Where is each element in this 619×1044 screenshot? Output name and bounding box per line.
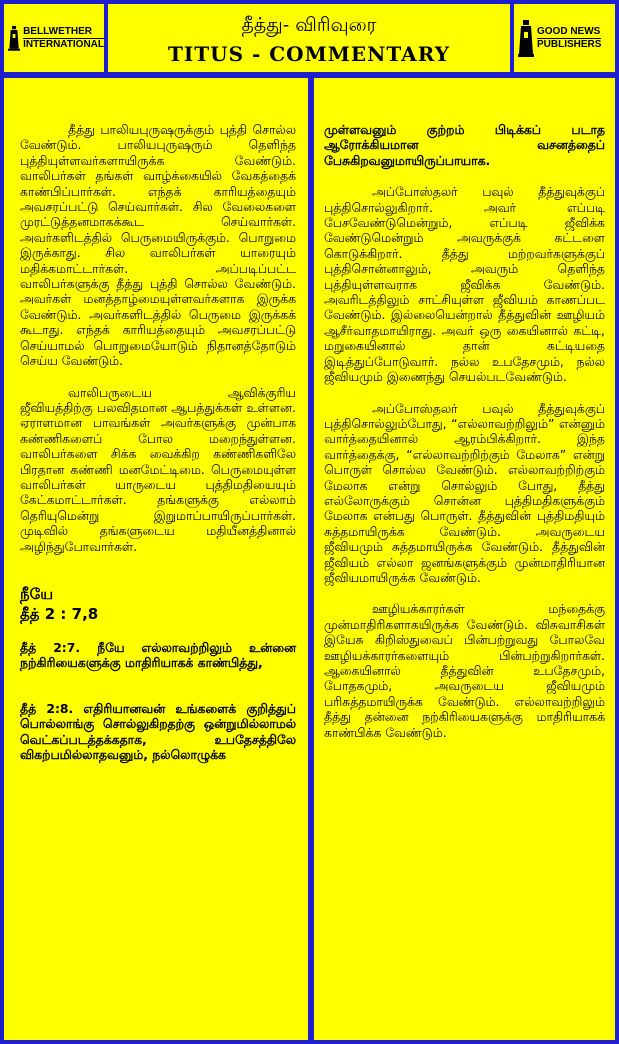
reference-verse: தீத் 2 : 7,8 bbox=[20, 604, 99, 623]
logo-right-text bbox=[537, 26, 601, 51]
left-paragraph-2: வாலிபருடைய ஆவிக்குரிய ஜீவியத்திற்கு பலவிதமான ஆபத்துக்கள் உள்ளன. ஏராளமான பாவங்கள் அவர்களுக்கு முன்பாக கண்ணிகளைப் போல மறைந்துள்ளன. வாலிபர்களை சிக்க வைக்கிற கண்ணிகளிலே பிரதான கண்ணி மனமேட்டிமை. பெருமையுள்ள வாலிபர்கள் யாருடைய புத்திமதியையும் கேட்கமாட்டார்கள். தங்களுக்கு எல்லாம் தெரியுமென்று இறுமாப்பாயிருப்பார்கள். முடிவில் தங்களுடைய மதியீனத்தினால் அழிந்துபோவார்கள். bbox=[20, 384, 296, 554]
logo-left-line2: INTERNATIONAL bbox=[23, 38, 104, 50]
right-paragraph-2: அப்போஸ்தலர் பவுல் தீத்துவுக்குப் புத்திசொல்லும்போது, “எல்லாவற்றிலும்” என்னும் வார்த்தையினால் ஆரம்பிக்கிறார். இந்த வார்த்தைக்கு, “எல்லாவற்றிற்கும் மேலாக” என்று பொருள் சொல்ல வேண்டும். எல்லாவற்றிற்கும் மேலாக என்று சொல்லும் போது, தீத்து எல்லோருக்கும் சொன்ன புத்திமதிகளுக்கும் மேலாக என்பது பொருள். தீத்துவின் புத்திமதியும் சுத்தமாயிருக்க வேண்டும். அவருடைய ஜீவியமும் சுத்தமாயிருக்க வேண்டும். தீத்துவின் ஜீவியம் எல்லா ஜனங்களுக்கும் முன்மாதிரியான ஜீவியமாயிருக்க வேண்டும். bbox=[324, 400, 605, 585]
bell-tower-icon bbox=[8, 18, 20, 58]
verse-continuation: முள்ளவனும் குற்றம் பிடிக்கப் படாத ஆரோக்கியமான வசனத்தைப் பேசுகிறவனுமாயிருப்பாயாக. bbox=[324, 122, 605, 168]
logo-right-line2: PUBLISHERS bbox=[537, 38, 602, 50]
title-header bbox=[108, 4, 510, 72]
title-tamil: தீத்து- விரிவுரை bbox=[241, 14, 377, 36]
right-paragraph-1: அப்போஸ்தலர் பவுல் தீத்துவுக்குப் புத்திசொல்லுகிறார். அவர் எப்படி பேசவேண்டுமென்றும், எப்படி ஜீவிக்க வேண்டுமென்றும் அவருக்குக் கட்டளை கொடுக்கிறார். தீத்து மற்றவர்களுக்குப் புத்திசொன்னாலும், அவரும் தெளிந்த புத்தியுள்ளவராக ஜீவிக்க வேண்டும். அவரிடத்திலும் சாட்சியுள்ள ஜீவியம் காணப்பட வேண்டும். இல்லையென்றால் தீத்துவின் ஊழியம் ஆசீர்வாதமாயிராது. அவர் ஒரு கையினால் கட்டி, மறுகையினால் தான் கட்டியதை இடித்துப்போடுவார். நல்ல உபதேசமும், நல்ல ஜீவியமும் இணைந்து செயல்படவேண்டும். bbox=[324, 184, 605, 385]
bell-tower-icon bbox=[518, 18, 534, 58]
logo-left-text bbox=[23, 26, 104, 51]
title-english: TITUS - COMMENTARY bbox=[168, 42, 450, 66]
reference-title: நீயே bbox=[20, 584, 54, 603]
verse-2-7: தீத் 2:7. நீயே எல்லாவற்றிலும் உன்னை நற்கிரியைகளுக்கு மாதிரியாகக் காண்பித்து, bbox=[20, 639, 296, 671]
logo-left-line1: BELLWETHER bbox=[23, 25, 92, 37]
right-column bbox=[314, 78, 615, 1040]
good-news-logo bbox=[514, 4, 615, 72]
logo-right-line1: GOOD NEWS bbox=[537, 25, 601, 37]
bellwether-logo bbox=[4, 4, 104, 72]
right-paragraph-3: ஊழியக்காரர்கள் மந்தைக்கு முன்மாதிரிகளாகயிருக்க வேண்டும். விசுவாசிகள் இயேசு கிறிஸ்துவைப் பின்பற்றுவது போலவே ஊழியக்காரர்களையும் பின்பற்றுகிறார்கள். ஆகையினால் தீத்துவின் உபதேசமும், போதகமும், அவருடைய ஜீவியமும் பரிசுத்தமாயிருக்க வேண்டும். எல்லாவற்றிலும் தீத்து தன்னை நற்கிரியைகளுக்கு மாதிரியாகக் காண்பிக்க வேண்டும். bbox=[324, 601, 605, 740]
verse-2-8: தீத் 2:8. எதிரியானவன் உங்களைக் குறித்துப் பொல்லாங்கு சொல்லுகிறதற்கு ஒன்றுமில்லாமல் வெட்கப்படத்தக்கதாக, உபதேசத்திலே விகற்பமில்லாதவனும், நல்லொழுக்க bbox=[20, 700, 296, 762]
left-paragraph-1: தீத்து பாலியபுருஷருக்கும் புத்தி சொல்ல வேண்டும். பாலியபுருஷரும் தெளிந்த புத்தியுள்ளவர்களாயிருக்க வேண்டும். வாலிபர்கள் தங்கள் வாழ்க்கையில் வேகத்தைக் காண்பிப்பார்கள். எந்தக் காரியத்தையும் அவசரப்பட்டு செய்வார்கள். சில வேலைகளை முரட்டுத்தனமாகக்கூட செய்வார்கள். அவர்களிடத்தில் பெருமையிருக்கும். பொறுமை இருக்காது. சில வாலிபர்கள் யாரையும் மதிக்கமாட்டார்கள். அப்படிப்பட்ட வாலிபர்களுக்கு தீத்து புத்தி சொல்ல வேண்டும். அவர்கள் மனத்தாழ்மையுள்ளவர்களாக இருக்க வேண்டும். அவர்களிடத்தில் பெருமை இருக்கக் கூடாது. எந்தக் காரியத்தையும் அவசரப்பட்டு செய்யாமல் பொறுமையோடும் நிதானத்தோடும் செய்ய வேண்டும். bbox=[20, 122, 296, 369]
left-column bbox=[4, 78, 308, 1040]
